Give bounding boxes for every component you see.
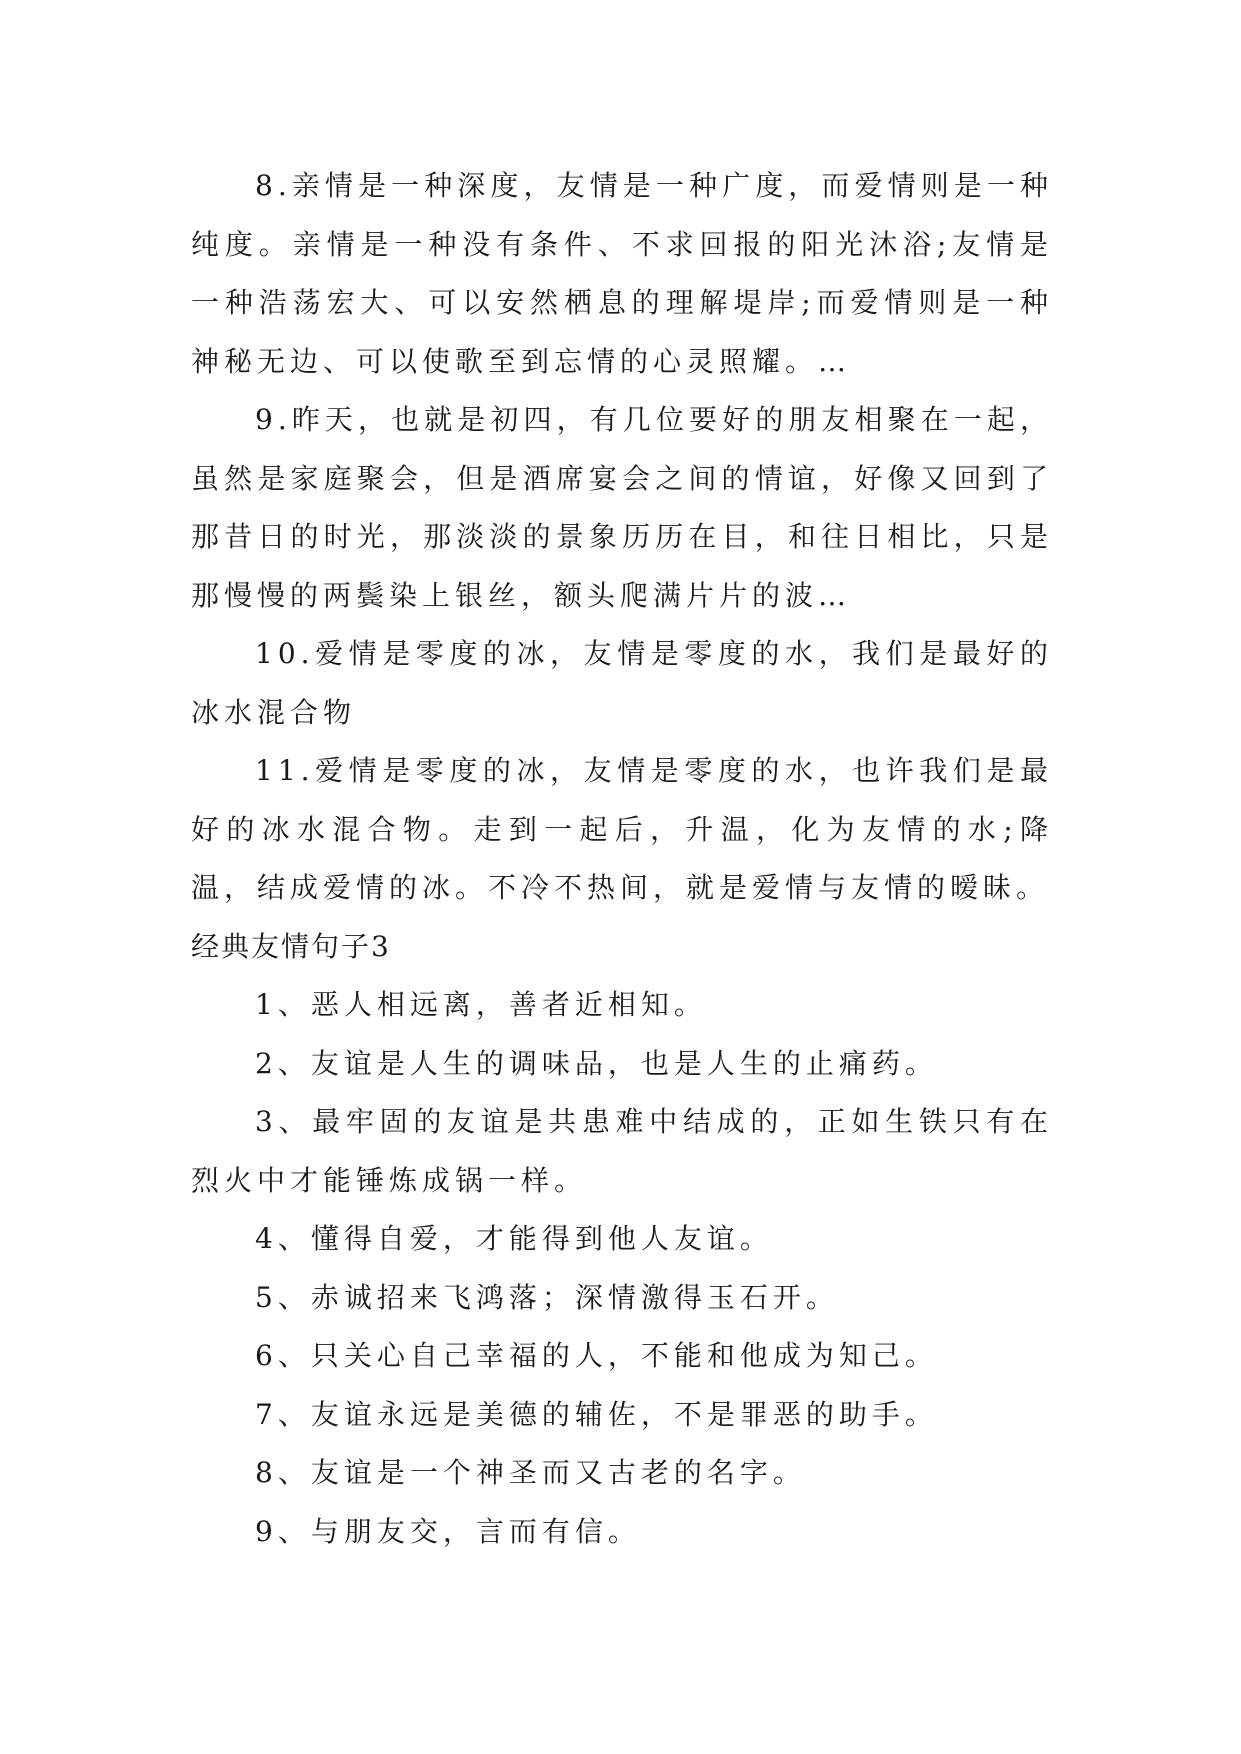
- paragraph-9: 9.昨天，也就是初四，有几位要好的朋友相聚在一起，虽然是家庭聚会，但是酒席宴会之间的情谊，好像又回到了那昔日的时光，那淡淡的景象历历在目，和往日相比，只是那慢慢的两鬓染上银丝，额头爬满片片的波…: [191, 403, 1053, 612]
- paragraph-8: 8.亲情是一种深度，友情是一种广度，而爱情则是一种纯度。亲情是一种没有条件、不求回报的阳光沐浴;友情是一种浩荡宏大、可以安然栖息的理解堤岸;而爱情则是一种神秘无边、可以使歌至到忘情的心灵照耀。…: [191, 169, 1053, 378]
- list-item-2: 2、友谊是人生的调味品，也是人生的止痛药。: [255, 1046, 938, 1080]
- list-item-5: 5、赤诚招来飞鸿落；深情激得玉石开。: [255, 1280, 839, 1314]
- paragraph-10: 10.爱情是零度的冰，友情是零度的水，我们是最好的冰水混合物: [191, 637, 1053, 729]
- list-item-8: 8、友谊是一个神圣而又古老的名字。: [255, 1456, 806, 1489]
- list-item-9: 9、与朋友交，言而有信。: [255, 1514, 641, 1548]
- section-heading: 经典友情句子3: [191, 929, 391, 963]
- list-item-1: 1、恶人相远离，善者近相知。: [255, 988, 707, 1021]
- list-item-6: 6、只关心自己幸福的人，不能和他成为知己。: [255, 1339, 938, 1372]
- paragraph-11: 11.爱情是零度的冰，友情是零度的水，也许我们是最好的冰水混合物。走到一起后，升温，化为友情的水;降温，结成爱情的冰。不冷不热间，就是爱情与友情的暧昧。: [191, 754, 1053, 904]
- list-item-3: 3、最牢固的友谊是共患难中结成的，正如生铁只有在烈火中才能锤炼成锅一样。: [191, 1105, 1053, 1197]
- document-page: [191, 157, 1053, 1561]
- list-item-7: 7、友谊永远是美德的辅佐，不是罪恶的助手。: [255, 1397, 938, 1431]
- list-item-4: 4、懂得自爱，才能得到他人友谊。: [255, 1222, 773, 1255]
